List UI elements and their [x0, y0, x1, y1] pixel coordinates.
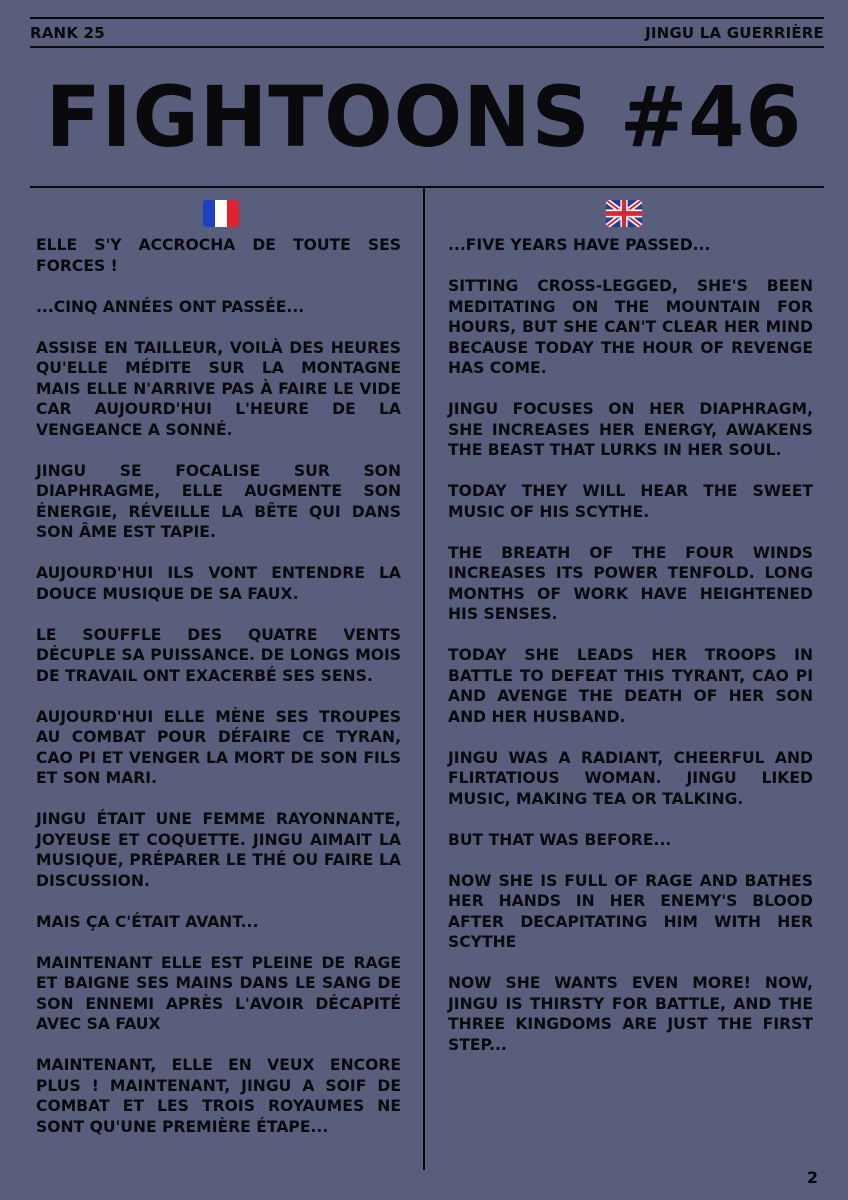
french-paragraph: AUJOURD'HUI ILS VONT ENTENDRE LA DOUCE MUSIQUE DE SA FAUX.	[36, 564, 401, 603]
french-paragraph: JINGU ÉTAIT UNE FEMME RAYONNANTE, JOYEUSE ET COQUETTE. JINGU AIMAIT LA MUSIQUE, PRÉPARER LE THÉ OU FAIRE LA DISCUSSION.	[36, 810, 401, 890]
english-paragraph: SITTING CROSS-LEGGED, SHE'S BEEN MEDITATING ON THE MOUNTAIN FOR HOURS, BUT SHE CAN'T CLEAR HER MIND BECAUSE TODAY THE HOUR OF REVENGE HAS COME.	[448, 277, 813, 377]
french-paragraph: ELLE S'Y ACCROCHA DE TOUTE SES FORCES !	[36, 236, 401, 275]
french-paragraph: JINGU SE FOCALISE SUR SON DIAPHRAGME, ELLE AUGMENTE SON ÉNERGIE, RÉVEILLE LA BÊTE QUI DANS SON ÂME EST TAPIE.	[36, 461, 401, 541]
english-paragraph: BUT THAT WAS BEFORE...	[448, 830, 672, 849]
header-rule	[30, 46, 824, 48]
page-title: FIGHTOONS #46	[45, 68, 803, 166]
top-rule	[30, 17, 824, 19]
english-paragraph: THE BREATH OF THE FOUR WINDS INCREASES ITS POWER TENFOLD. LONG MONTHS OF WORK HAVE HEIGHTENED HIS SENSES.	[448, 543, 813, 623]
column-divider	[423, 188, 425, 1170]
english-paragraph: NOW SHE IS FULL OF RAGE AND BATHES HER HANDS IN HER ENEMY'S BLOOD AFTER DECAPITATING HIM WITH HER SCYTHE	[448, 871, 813, 951]
english-paragraph: TODAY THEY WILL HEAR THE SWEET MUSIC OF HIS SCYTHE.	[448, 482, 813, 521]
english-paragraph: TODAY SHE LEADS HER TROOPS IN BATTLE TO DEFEAT THIS TYRANT, CAO PI AND AVENGE THE DEATH OF HER SON AND HER HUSBAND.	[448, 646, 813, 726]
french-text-column	[36, 235, 401, 1158]
french-paragraph: MAINTENANT ELLE EST PLEINE DE RAGE ET BAIGNE SES MAINS DANS LE SANG DE SON ENNEMI APRÈS L'AVOIR DÉCAPITÉ AVEC SA FAUX	[36, 953, 401, 1033]
french-paragraph: ...CINQ ANNÉES ONT PASSÉE...	[36, 297, 305, 316]
uk-flag-icon	[606, 200, 642, 227]
page-number: 2	[806, 1168, 818, 1187]
hero-name: JINGU LA GUERRIÈRE	[645, 24, 824, 42]
french-paragraph: MAIS ÇA C'ÉTAIT AVANT...	[36, 912, 259, 931]
rank-label: RANK 25	[30, 24, 105, 42]
french-paragraph: AUJOURD'HUI ELLE MÈNE SES TROUPES AU COMBAT POUR DÉFAIRE CE TYRAN, CAO PI ET VENGER LA MORT DE SON FILS ET SON MARI.	[36, 707, 401, 787]
english-paragraph: JINGU WAS A RADIANT, CHEERFUL AND FLIRTATIOUS WOMAN. JINGU LIKED MUSIC, MAKING TEA OR TALKING.	[448, 748, 813, 808]
france-flag-icon	[203, 200, 239, 227]
french-paragraph: ASSISE EN TAILLEUR, VOILÀ DES HEURES QU'ELLE MÉDITE SUR LA MONTAGNE MAIS ELLE N'ARRIVE PAS À FAIRE LE VIDE CAR AUJOURD'HUI L'HEURE DE LA VENGEANCE A SONNÉ.	[36, 338, 401, 439]
title-rule	[30, 186, 824, 188]
english-paragraph: NOW SHE WANTS EVEN MORE! NOW, JINGU IS THIRSTY FOR BATTLE, AND THE THREE KINGDOMS ARE JUST THE FIRST STEP...	[448, 974, 813, 1054]
english-text-column	[448, 235, 813, 1076]
english-paragraph: JINGU FOCUSES ON HER DIAPHRAGM, SHE INCREASES HER ENERGY, AWAKENS THE BEAST THAT LURKS IN HER SOUL.	[448, 400, 813, 459]
french-paragraph: LE SOUFFLE DES QUATRE VENTS DÉCUPLE SA PUISSANCE. DE LONGS MOIS DE TRAVAIL ONT EXACERBÉ SES SENS.	[36, 625, 401, 685]
french-paragraph: MAINTENANT, ELLE EN VEUX ENCORE PLUS ! MAINTENANT, JINGU A SOIF DE COMBAT ET LES TROIS ROYAUMES NE SONT QU'UNE PREMIÈRE ÉTAPE...	[36, 1056, 401, 1136]
english-paragraph: ...FIVE YEARS HAVE PASSED...	[448, 236, 711, 254]
